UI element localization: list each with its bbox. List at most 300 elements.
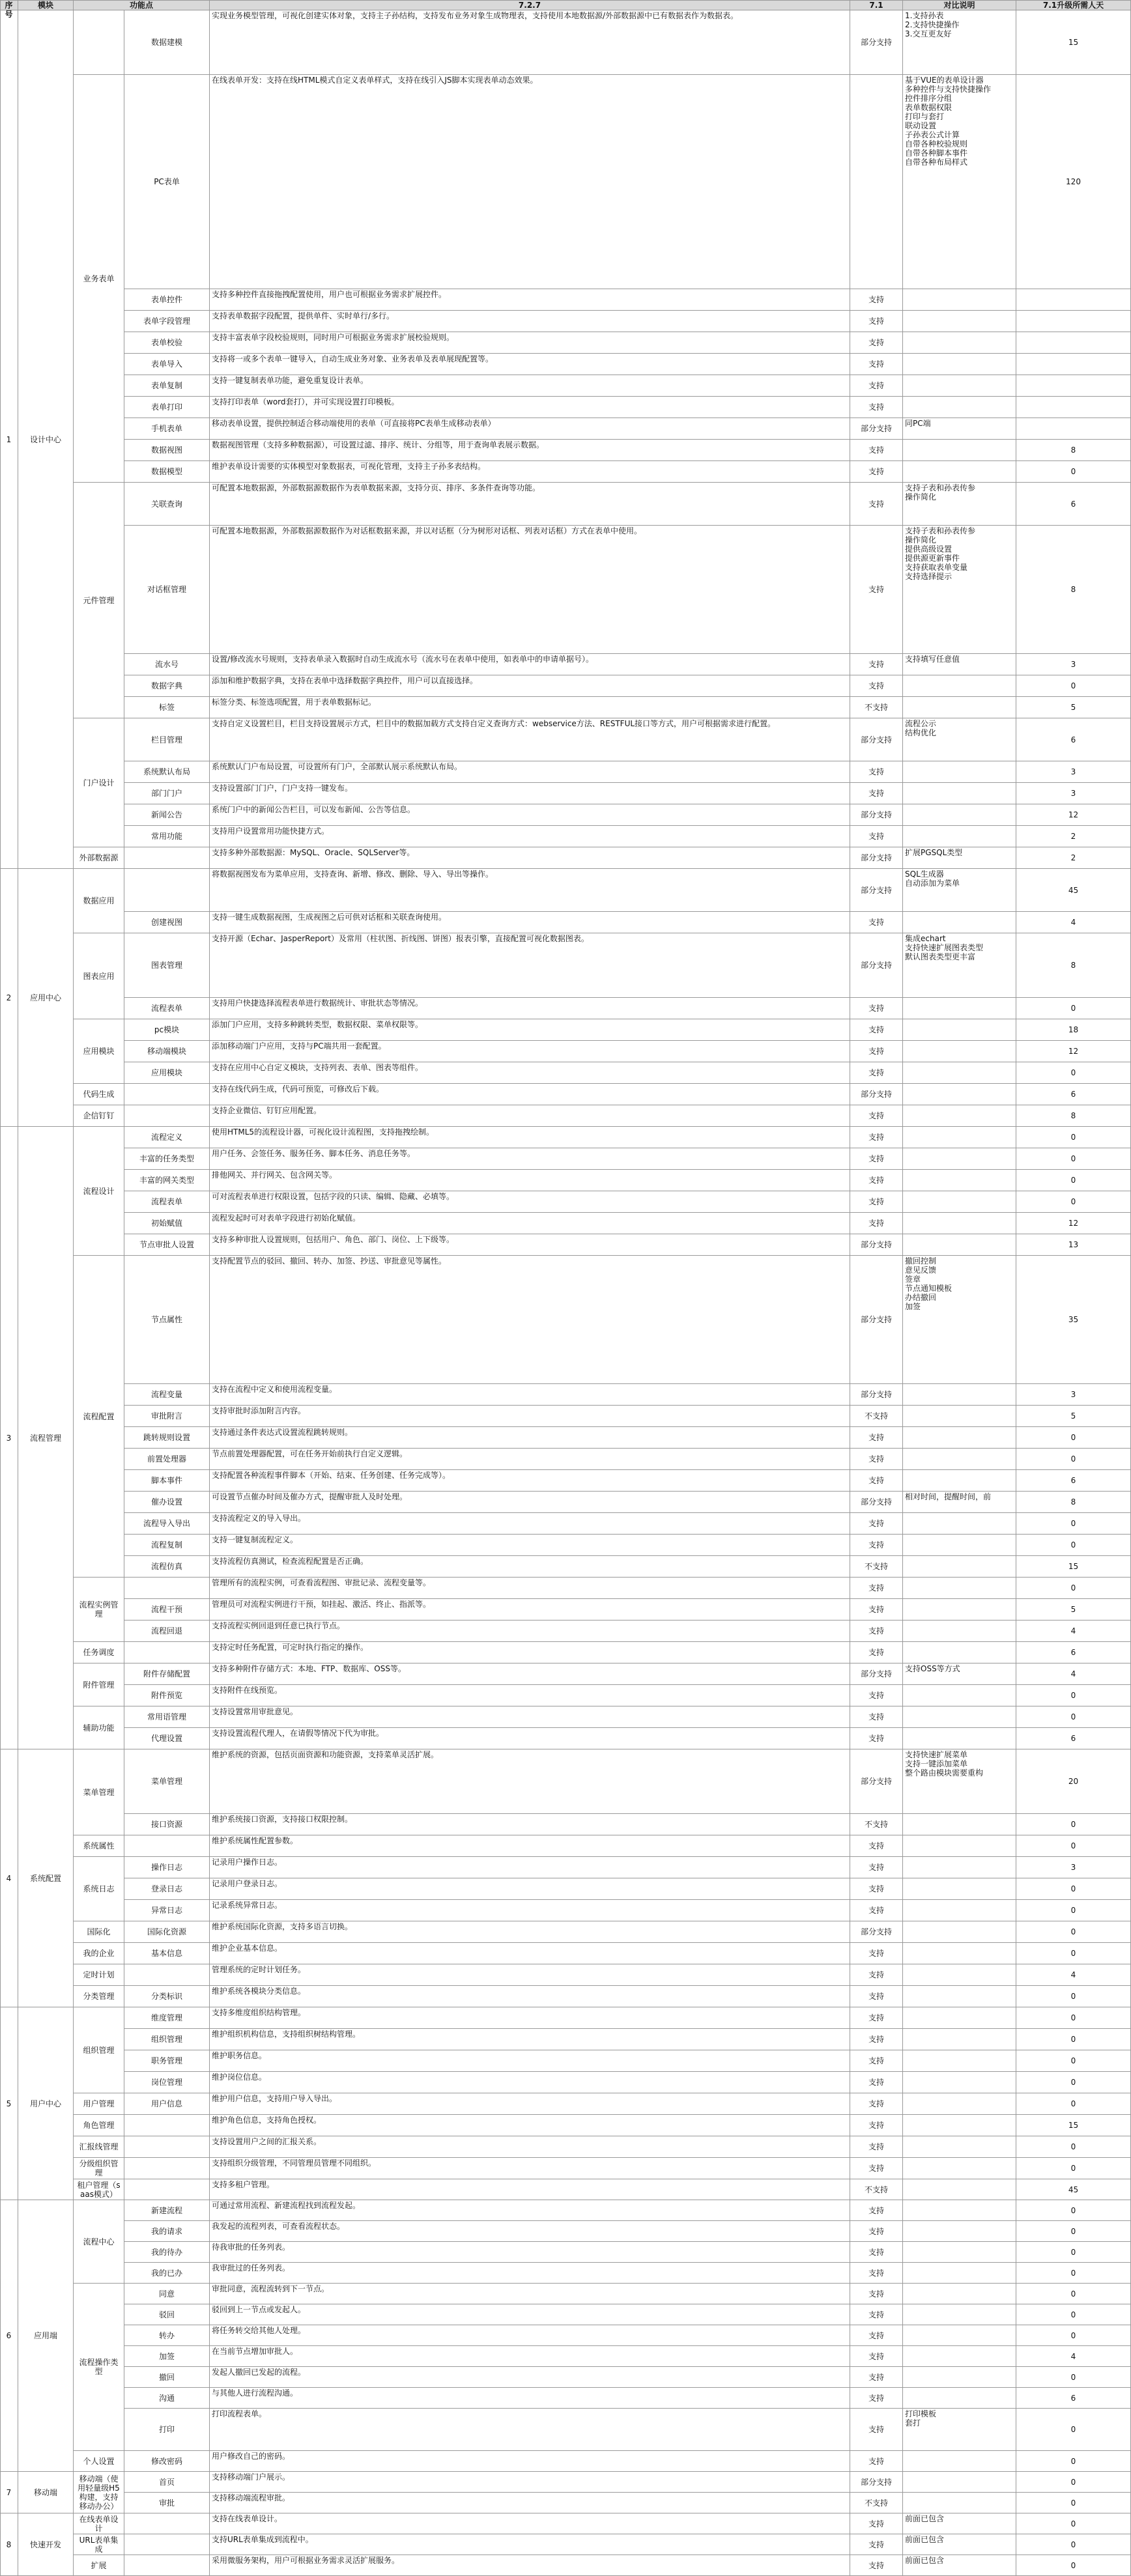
module-name: 设计中心 bbox=[18, 10, 74, 869]
upgrade-days: 3 bbox=[1016, 783, 1131, 804]
feature-group: 用户管理 bbox=[74, 2093, 124, 2115]
feature-description: 在当前节点增加审批人。 bbox=[210, 2346, 850, 2367]
v71-support-status: 部分支持 bbox=[850, 1492, 903, 1513]
comparison-note bbox=[903, 2242, 1016, 2263]
comparison-note bbox=[903, 1084, 1016, 1105]
feature-group: 代码生成 bbox=[74, 1084, 124, 1105]
feature-point: 数据字典 bbox=[124, 675, 210, 697]
comparison-note bbox=[903, 1127, 1016, 1148]
v71-support-status: 支持 bbox=[850, 2158, 903, 2179]
v71-support-status: 支持 bbox=[850, 354, 903, 375]
comparison-note bbox=[903, 826, 1016, 847]
comparison-note bbox=[903, 2158, 1016, 2179]
feature-group: URL表单集成 bbox=[74, 2534, 124, 2555]
comparison-note bbox=[903, 1642, 1016, 1663]
v71-support-status: 支持 bbox=[850, 2513, 903, 2534]
feature-point: 菜单管理 bbox=[124, 1749, 210, 1814]
feature-point bbox=[124, 1084, 210, 1105]
comparison-note: 支持填写任意值 bbox=[903, 654, 1016, 675]
feature-description: 节点前置处理器配置，可在任务开始前执行自定义逻辑。 bbox=[210, 1449, 850, 1470]
feature-description: 我发起的流程列表，可查看流程状态。 bbox=[210, 2221, 850, 2242]
feature-point: 催办设置 bbox=[124, 1492, 210, 1513]
feature-point: 撤回 bbox=[124, 2367, 210, 2388]
comparison-note: SQL生成器 自动添加为菜单 bbox=[903, 869, 1016, 912]
header-compare: 对比说明 bbox=[903, 0, 1016, 10]
row-number: 5 bbox=[0, 2007, 18, 2200]
v71-support-status: 支持 bbox=[850, 2388, 903, 2409]
feature-group: 在线表单设计 bbox=[74, 2513, 124, 2534]
upgrade-days: 6 bbox=[1016, 1470, 1131, 1492]
feature-point: 分类标识 bbox=[124, 1986, 210, 2007]
feature-point: 关联查询 bbox=[124, 483, 210, 526]
feature-group bbox=[74, 10, 124, 75]
v71-support-status: 不支持 bbox=[850, 2493, 903, 2513]
comparison-note bbox=[903, 2179, 1016, 2200]
feature-description: 与其他人进行流程沟通。 bbox=[210, 2388, 850, 2409]
feature-point bbox=[124, 1642, 210, 1663]
upgrade-days: 6 bbox=[1016, 718, 1131, 761]
feature-point: 表单导入 bbox=[124, 354, 210, 375]
v71-support-status: 支持 bbox=[850, 1213, 903, 1234]
upgrade-days: 0 bbox=[1016, 1449, 1131, 1470]
v71-support-status: 支持 bbox=[850, 1857, 903, 1878]
feature-description: 可设置节点催办时间及催办方式，提醒审批人及时处理。 bbox=[210, 1492, 850, 1513]
comparison-note bbox=[903, 2388, 1016, 2409]
header-v71: 7.1 bbox=[850, 0, 903, 10]
feature-group: 企信钉钉 bbox=[74, 1105, 124, 1127]
v71-support-status: 支持 bbox=[850, 2534, 903, 2555]
upgrade-days: 5 bbox=[1016, 1599, 1131, 1621]
comparison-note: 支持OSS等方式 bbox=[903, 1663, 1016, 1685]
v71-support-status: 支持 bbox=[850, 761, 903, 783]
comparison-note bbox=[903, 1857, 1016, 1878]
feature-point: 组织管理 bbox=[124, 2029, 210, 2050]
feature-point: 职务管理 bbox=[124, 2050, 210, 2072]
feature-point: 应用模块 bbox=[124, 1062, 210, 1084]
feature-point: 附件存储配置 bbox=[124, 1663, 210, 1685]
upgrade-days bbox=[1016, 332, 1131, 354]
comparison-note bbox=[903, 1986, 1016, 2007]
v71-support-status: 支持 bbox=[850, 2284, 903, 2304]
header-days: 7.1升级所需人天 bbox=[1016, 0, 1131, 10]
comparison-note bbox=[903, 1835, 1016, 1857]
comparison-note bbox=[903, 2093, 1016, 2115]
v71-support-status: 支持 bbox=[850, 1148, 903, 1170]
row-number: 8 bbox=[0, 2513, 18, 2576]
feature-group: 汇报线管理 bbox=[74, 2136, 124, 2158]
upgrade-days: 0 bbox=[1016, 2136, 1131, 2158]
feature-group: 流程操作类型 bbox=[74, 2284, 124, 2451]
comparison-note bbox=[903, 912, 1016, 933]
feature-description: 支持流程仿真测试，检查流程配置是否正确。 bbox=[210, 1556, 850, 1578]
feature-description: 维护组织机构信息，支持组织树结构管理。 bbox=[210, 2029, 850, 2050]
feature-description: 流程发起时可对表单字段进行初始化赋值。 bbox=[210, 1213, 850, 1234]
feature-point: 驳回 bbox=[124, 2304, 210, 2325]
v71-support-status: 支持 bbox=[850, 1062, 903, 1084]
upgrade-days: 8 bbox=[1016, 1105, 1131, 1127]
upgrade-days: 0 bbox=[1016, 2221, 1131, 2242]
upgrade-days: 6 bbox=[1016, 483, 1131, 526]
feature-description: 支持设置流程代理人，在请假等情况下代为审批。 bbox=[210, 1728, 850, 1749]
upgrade-days: 0 bbox=[1016, 1943, 1131, 1964]
header-feature: 功能点 bbox=[74, 0, 210, 10]
feature-description: 支持在流程中定义和使用流程变量。 bbox=[210, 1384, 850, 1406]
feature-description: 支持多租户管理。 bbox=[210, 2179, 850, 2200]
v71-support-status: 支持 bbox=[850, 1900, 903, 1921]
upgrade-days: 15 bbox=[1016, 2115, 1131, 2136]
comparison-note bbox=[903, 1814, 1016, 1835]
upgrade-days: 13 bbox=[1016, 1234, 1131, 1256]
feature-point: 标签 bbox=[124, 697, 210, 718]
comparison-note bbox=[903, 998, 1016, 1019]
upgrade-days: 15 bbox=[1016, 1556, 1131, 1578]
v71-support-status: 支持 bbox=[850, 1191, 903, 1213]
upgrade-days bbox=[1016, 311, 1131, 332]
feature-description: 设置/修改流水号规则，支持表单录入数据时自动生成流水号（流水号在表单中使用，如表单中的申请单据号）。 bbox=[210, 654, 850, 675]
feature-point bbox=[124, 2158, 210, 2179]
feature-group: 分类管理 bbox=[74, 1986, 124, 2007]
v71-support-status: 部分支持 bbox=[850, 869, 903, 912]
upgrade-days: 0 bbox=[1016, 1578, 1131, 1599]
v71-support-status: 支持 bbox=[850, 675, 903, 697]
feature-point: 流程复制 bbox=[124, 1535, 210, 1556]
feature-description: 支持附件在线预览。 bbox=[210, 1685, 850, 1706]
feature-description: 维护用户信息，支持用户导入导出。 bbox=[210, 2093, 850, 2115]
module-name: 用户中心 bbox=[18, 2007, 74, 2200]
feature-point: 丰富的网关类型 bbox=[124, 1170, 210, 1191]
v71-support-status: 部分支持 bbox=[850, 933, 903, 998]
module-name: 移动端 bbox=[18, 2472, 74, 2513]
comparison-note: 1.支持孙表 2.支持快捷操作 3.交互更友好 bbox=[903, 10, 1016, 75]
feature-point: 用户信息 bbox=[124, 2093, 210, 2115]
comparison-note: 撤回控制 意见反馈 签章 节点通知模板 办结撤回 加签 bbox=[903, 1256, 1016, 1384]
v71-support-status: 支持 bbox=[850, 1986, 903, 2007]
feature-description: 支持在线代码生成，代码可预览，可修改后下载。 bbox=[210, 1084, 850, 1105]
comparison-note bbox=[903, 354, 1016, 375]
v71-support-status: 不支持 bbox=[850, 1556, 903, 1578]
feature-description: 支持将一或多个表单一键导入，自动生成业务对象、业务表单及表单展现配置等。 bbox=[210, 354, 850, 375]
v71-support-status: 支持 bbox=[850, 1535, 903, 1556]
feature-description: 维护系统属性配置参数。 bbox=[210, 1835, 850, 1857]
v71-support-status: 支持 bbox=[850, 2409, 903, 2451]
upgrade-days: 0 bbox=[1016, 461, 1131, 483]
v71-support-status: 支持 bbox=[850, 1706, 903, 1728]
upgrade-days: 45 bbox=[1016, 2179, 1131, 2200]
upgrade-days bbox=[1016, 289, 1131, 311]
v71-support-status: 支持 bbox=[850, 998, 903, 1019]
v71-support-status: 支持 bbox=[850, 912, 903, 933]
upgrade-days: 120 bbox=[1016, 75, 1131, 289]
feature-point: 图表管理 bbox=[124, 933, 210, 998]
v71-support-status: 部分支持 bbox=[850, 1749, 903, 1814]
v71-support-status: 支持 bbox=[850, 2367, 903, 2388]
comparison-note bbox=[903, 2451, 1016, 2472]
v71-support-status: 支持 bbox=[850, 2263, 903, 2284]
comparison-note bbox=[903, 1041, 1016, 1062]
feature-description: 标签分类、标签选项配置，用于表单数据标记。 bbox=[210, 697, 850, 718]
v71-support-status: 部分支持 bbox=[850, 718, 903, 761]
feature-group: 个人设置 bbox=[74, 2451, 124, 2472]
v71-support-status: 支持 bbox=[850, 483, 903, 526]
feature-point: 新建流程 bbox=[124, 2200, 210, 2221]
comparison-note bbox=[903, 2007, 1016, 2029]
feature-description: 可通过常用流程、新建流程找到流程发起。 bbox=[210, 2200, 850, 2221]
v71-support-status: 支持 bbox=[850, 526, 903, 654]
comparison-note bbox=[903, 2200, 1016, 2221]
upgrade-days: 8 bbox=[1016, 1492, 1131, 1513]
comparison-note bbox=[903, 2050, 1016, 2072]
upgrade-days: 0 bbox=[1016, 2263, 1131, 2284]
feature-description: 维护系统国际化资源，支持多语言切换。 bbox=[210, 1921, 850, 1943]
feature-point: 国际化资源 bbox=[124, 1921, 210, 1943]
upgrade-days: 0 bbox=[1016, 1062, 1131, 1084]
comparison-note: 前面已包含 bbox=[903, 2534, 1016, 2555]
feature-description: 支持用户设置常用功能快捷方式。 bbox=[210, 826, 850, 847]
upgrade-days: 18 bbox=[1016, 1019, 1131, 1041]
feature-description: 系统门户中的新闻公告栏目，可以发布新闻、公告等信息。 bbox=[210, 804, 850, 826]
feature-point: 表单打印 bbox=[124, 397, 210, 418]
comparison-note: 支持快速扩展菜单 支持一键添加菜单 整个路由模块需要重构 bbox=[903, 1749, 1016, 1814]
feature-description: 管理员可对流程实例进行干预，如挂起、激活、终止、指派等。 bbox=[210, 1599, 850, 1621]
upgrade-days: 0 bbox=[1016, 2029, 1131, 2050]
feature-point bbox=[124, 2513, 210, 2534]
feature-point: 移动端模块 bbox=[124, 1041, 210, 1062]
v71-support-status: 支持 bbox=[850, 1019, 903, 1041]
v71-support-status: 支持 bbox=[850, 1642, 903, 1663]
header-no: 序号 bbox=[0, 0, 18, 10]
v71-support-status: 支持 bbox=[850, 654, 903, 675]
feature-point: 脚本事件 bbox=[124, 1470, 210, 1492]
v71-support-status: 部分支持 bbox=[850, 1921, 903, 1943]
v71-support-status: 支持 bbox=[850, 1943, 903, 1964]
feature-point: 流程导入导出 bbox=[124, 1513, 210, 1535]
comparison-note bbox=[903, 1513, 1016, 1535]
comparison-note: 打印模板 套打 bbox=[903, 2409, 1016, 2451]
feature-point: 我的已办 bbox=[124, 2263, 210, 2284]
upgrade-days bbox=[1016, 418, 1131, 440]
v71-support-status: 支持 bbox=[850, 1041, 903, 1062]
feature-point: 前置处理器 bbox=[124, 1449, 210, 1470]
feature-description: 将任务转交给其他人处理。 bbox=[210, 2325, 850, 2346]
upgrade-days: 12 bbox=[1016, 1213, 1131, 1234]
v71-support-status: 支持 bbox=[850, 2346, 903, 2367]
upgrade-days: 0 bbox=[1016, 675, 1131, 697]
feature-description: 待我审批的任务列表。 bbox=[210, 2242, 850, 2263]
comparison-note: 同PC端 bbox=[903, 418, 1016, 440]
upgrade-days: 3 bbox=[1016, 1857, 1131, 1878]
comparison-note bbox=[903, 783, 1016, 804]
comparison-note: 流程公示 结构优化 bbox=[903, 718, 1016, 761]
feature-description: 维护表单设计需要的实体模型对象数据表，可视化管理，支持主子孙多表结构。 bbox=[210, 461, 850, 483]
comparison-note bbox=[903, 1062, 1016, 1084]
v71-support-status: 支持 bbox=[850, 311, 903, 332]
v71-support-status: 部分支持 bbox=[850, 2472, 903, 2493]
feature-point bbox=[124, 2534, 210, 2555]
comparison-note bbox=[903, 1621, 1016, 1642]
feature-description: 维护企业基本信息。 bbox=[210, 1943, 850, 1964]
upgrade-days: 0 bbox=[1016, 1835, 1131, 1857]
comparison-note bbox=[903, 2493, 1016, 2513]
row-number: 1 bbox=[0, 10, 18, 869]
feature-point: 审批附言 bbox=[124, 1406, 210, 1427]
upgrade-days: 8 bbox=[1016, 933, 1131, 998]
feature-group: 流程设计 bbox=[74, 1127, 124, 1256]
v71-support-status bbox=[850, 75, 903, 289]
comparison-note bbox=[903, 311, 1016, 332]
v71-support-status: 支持 bbox=[850, 289, 903, 311]
feature-point: 流程表单 bbox=[124, 1191, 210, 1213]
comparison-note bbox=[903, 697, 1016, 718]
upgrade-days: 0 bbox=[1016, 2451, 1131, 2472]
upgrade-days: 0 bbox=[1016, 2325, 1131, 2346]
feature-point: 维度管理 bbox=[124, 2007, 210, 2029]
upgrade-days: 0 bbox=[1016, 2555, 1131, 2576]
upgrade-days: 0 bbox=[1016, 1148, 1131, 1170]
comparison-note bbox=[903, 461, 1016, 483]
feature-description: 发起人撤回已发起的流程。 bbox=[210, 2367, 850, 2388]
upgrade-days: 35 bbox=[1016, 1256, 1131, 1384]
upgrade-days: 0 bbox=[1016, 998, 1131, 1019]
feature-description: 记录用户操作日志。 bbox=[210, 1857, 850, 1878]
comparison-note: 支持子表和孙表传参 操作简化 提供高级设置 提供源更新事件 支持获取表单变量 支持选择提示 bbox=[903, 526, 1016, 654]
feature-description: 支持设置部门门户，门户支持一键发布。 bbox=[210, 783, 850, 804]
feature-point bbox=[124, 1578, 210, 1599]
comparison-note bbox=[903, 2325, 1016, 2346]
upgrade-days bbox=[1016, 354, 1131, 375]
comparison-note: 相对时间，提醒时间，前 bbox=[903, 1492, 1016, 1513]
feature-point: 常用功能 bbox=[124, 826, 210, 847]
feature-point: 栏目管理 bbox=[124, 718, 210, 761]
v71-support-status: 支持 bbox=[850, 2007, 903, 2029]
v71-support-status: 部分支持 bbox=[850, 1384, 903, 1406]
comparison-note bbox=[903, 2115, 1016, 2136]
upgrade-days: 15 bbox=[1016, 10, 1131, 75]
feature-group: 流程实例管理 bbox=[74, 1578, 124, 1642]
feature-point bbox=[124, 869, 210, 912]
feature-group: 菜单管理 bbox=[74, 1749, 124, 1835]
feature-group: 组织管理 bbox=[74, 2007, 124, 2093]
comparison-note bbox=[903, 1921, 1016, 1943]
upgrade-days: 3 bbox=[1016, 1384, 1131, 1406]
feature-point bbox=[124, 2115, 210, 2136]
feature-point: 打印 bbox=[124, 2409, 210, 2451]
upgrade-days: 0 bbox=[1016, 2093, 1131, 2115]
v71-support-status: 部分支持 bbox=[850, 1234, 903, 1256]
v71-support-status: 支持 bbox=[850, 783, 903, 804]
v71-support-status: 支持 bbox=[850, 1964, 903, 1986]
comparison-note bbox=[903, 804, 1016, 826]
feature-description: 支持流程定义的导入导出。 bbox=[210, 1513, 850, 1535]
upgrade-days: 0 bbox=[1016, 2050, 1131, 2072]
upgrade-days: 0 bbox=[1016, 2513, 1131, 2534]
v71-support-status: 支持 bbox=[850, 1578, 903, 1599]
feature-point: 数据视图 bbox=[124, 440, 210, 461]
feature-description: 驳回到上一节点或发起人。 bbox=[210, 2304, 850, 2325]
upgrade-days: 0 bbox=[1016, 2472, 1131, 2493]
comparison-note bbox=[903, 2367, 1016, 2388]
row-number: 7 bbox=[0, 2472, 18, 2513]
comparison-note: 集成echart 支持快速扩展图表类型 默认图表类型更丰富 bbox=[903, 933, 1016, 998]
upgrade-days: 2 bbox=[1016, 826, 1131, 847]
comparison-note: 前面已包含 bbox=[903, 2555, 1016, 2576]
upgrade-days: 6 bbox=[1016, 1084, 1131, 1105]
feature-point bbox=[124, 1835, 210, 1857]
feature-description: 排他网关、并行网关、包含网关等。 bbox=[210, 1170, 850, 1191]
v71-support-status: 支持 bbox=[850, 1449, 903, 1470]
upgrade-days: 0 bbox=[1016, 2493, 1131, 2513]
feature-point: 初始赋值 bbox=[124, 1213, 210, 1234]
feature-description: 可配置本地数据源，外部数据源数据作为表单数据来源，支持分页、排序、多条件查询等功能。 bbox=[210, 483, 850, 526]
feature-point: 首页 bbox=[124, 2472, 210, 2493]
feature-point bbox=[124, 1105, 210, 1127]
v71-support-status: 不支持 bbox=[850, 2179, 903, 2200]
feature-description: 支持多种审批人设置规则，包括用户、角色、部门、岗位、上下级等。 bbox=[210, 1234, 850, 1256]
upgrade-days: 0 bbox=[1016, 1427, 1131, 1449]
feature-description: 支持自定义设置栏目，栏目支持设置展示方式，栏目中的数据加载方式支持自定义查询方式：webservice方法、RESTFUL接口等方式，用户可根据需求进行配置。 bbox=[210, 718, 850, 761]
upgrade-days: 4 bbox=[1016, 912, 1131, 933]
comparison-note bbox=[903, 1470, 1016, 1492]
feature-description: 支持一键生成数据视图，生成视图之后可供对话框和关联查询使用。 bbox=[210, 912, 850, 933]
feature-point: 流程干预 bbox=[124, 1599, 210, 1621]
feature-point: 审批 bbox=[124, 2493, 210, 2513]
feature-description: 支持多种控件直接拖拽配置使用，用户也可根据业务需求扩展控件。 bbox=[210, 289, 850, 311]
feature-point: 表单复制 bbox=[124, 375, 210, 397]
feature-point: 基本信息 bbox=[124, 1943, 210, 1964]
feature-point: 异常日志 bbox=[124, 1900, 210, 1921]
comparison-note bbox=[903, 1148, 1016, 1170]
upgrade-days: 0 bbox=[1016, 2158, 1131, 2179]
upgrade-days: 3 bbox=[1016, 761, 1131, 783]
feature-description: 用户任务、会签任务、服务任务、脚本任务、消息任务等。 bbox=[210, 1148, 850, 1170]
feature-description: 打印流程表单。 bbox=[210, 2409, 850, 2451]
v71-support-status: 支持 bbox=[850, 332, 903, 354]
upgrade-days: 0 bbox=[1016, 2200, 1131, 2221]
v71-support-status: 支持 bbox=[850, 2072, 903, 2093]
feature-description: 支持丰富表单字段校验规则，同时用户可根据业务需求扩展校验规则。 bbox=[210, 332, 850, 354]
feature-point: 数据模型 bbox=[124, 461, 210, 483]
feature-group: 系统日志 bbox=[74, 1857, 124, 1921]
comparison-note bbox=[903, 1556, 1016, 1578]
feature-point: 新闻公告 bbox=[124, 804, 210, 826]
upgrade-days: 0 bbox=[1016, 1170, 1131, 1191]
comparison-note bbox=[903, 1943, 1016, 1964]
feature-description: 维护系统接口资源，支持接口权限控制。 bbox=[210, 1814, 850, 1835]
feature-description: 系统默认门户布局设置，可设置所有门户，全部默认展示系统默认布局。 bbox=[210, 761, 850, 783]
upgrade-days: 0 bbox=[1016, 2072, 1131, 2093]
upgrade-days: 0 bbox=[1016, 2007, 1131, 2029]
comparison-note bbox=[903, 2304, 1016, 2325]
v71-support-status: 部分支持 bbox=[850, 847, 903, 869]
upgrade-days: 0 bbox=[1016, 1900, 1131, 1921]
feature-description: 维护系统各模块分类信息。 bbox=[210, 1986, 850, 2007]
feature-group: 租户管理（saas模式） bbox=[74, 2179, 124, 2200]
row-number: 6 bbox=[0, 2200, 18, 2472]
v71-support-status: 支持 bbox=[850, 1835, 903, 1857]
module-name: 系统配置 bbox=[18, 1749, 74, 2007]
upgrade-days: 0 bbox=[1016, 2367, 1131, 2388]
upgrade-days: 4 bbox=[1016, 1663, 1131, 1685]
feature-group: 定时计划 bbox=[74, 1964, 124, 1986]
v71-support-status: 支持 bbox=[850, 461, 903, 483]
upgrade-days: 0 bbox=[1016, 1685, 1131, 1706]
feature-description: 将数据视图发布为菜单应用，支持查询、新增、修改、删除、导入、导出等操作。 bbox=[210, 869, 850, 912]
v71-support-status: 部分支持 bbox=[850, 418, 903, 440]
v71-support-status: 部分支持 bbox=[850, 804, 903, 826]
feature-point: 附件预览 bbox=[124, 1685, 210, 1706]
feature-description: 支持多种外部数据源：MySQL、Oracle、SQLServer等。 bbox=[210, 847, 850, 869]
upgrade-days: 6 bbox=[1016, 2388, 1131, 2409]
feature-description: 用户修改自己的密码。 bbox=[210, 2451, 850, 2472]
